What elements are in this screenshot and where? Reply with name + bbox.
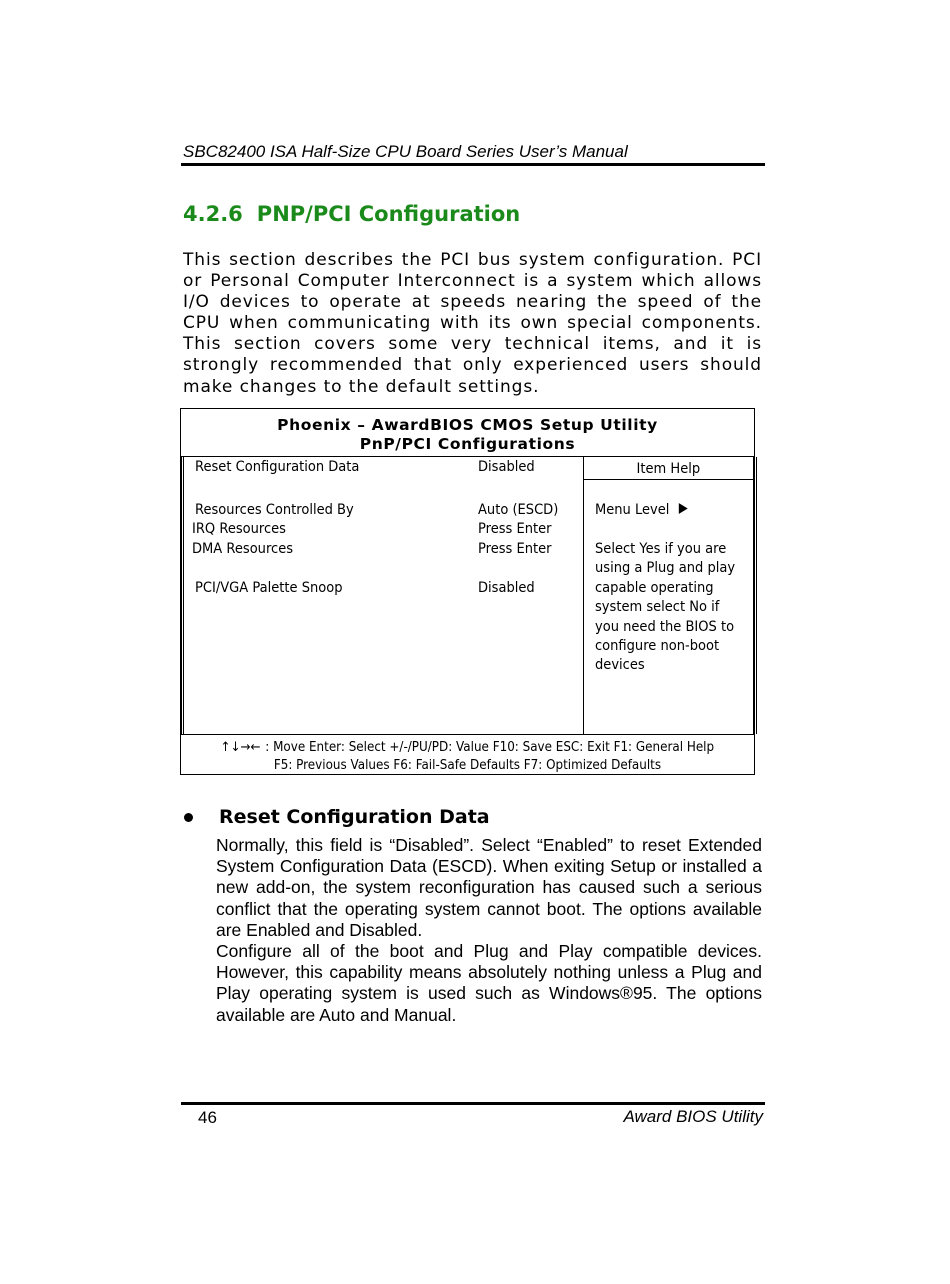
setting-value-resources-controlled-by[interactable]: Auto (ESCD): [478, 502, 559, 518]
body-paragraph: Configure all of the boot and Plug and Play compatible devices. However, this capability means absolutely nothing unless a Plug and Play operating system is used such as Windows®95. The options available are Auto and Manual.: [216, 941, 762, 1025]
item-help-header: [584, 457, 753, 480]
help-text-line: devices: [595, 657, 645, 673]
item-help-label: Item Help: [636, 461, 701, 477]
panel-border-right: [753, 457, 754, 734]
help-text-line: configure non-boot: [595, 638, 720, 654]
help-divider: [583, 457, 584, 734]
panel-border-left: [181, 457, 182, 734]
arrow-keys-icon: ↑↓→←: [220, 740, 261, 755]
setting-value-pci-vga-palette-snoop[interactable]: Disabled: [478, 580, 535, 596]
bios-key-legend-line2: F5: Previous Values F6: Fail-Safe Defaults F7: Optimized Defaults: [273, 758, 662, 773]
setting-value-reset-configuration-data[interactable]: Disabled: [478, 459, 535, 475]
bios-subtitle: PnP/PCI Configurations: [359, 435, 576, 453]
bullet-icon: [184, 813, 193, 822]
setting-value-dma-resources[interactable]: Press Enter: [478, 541, 552, 557]
footer-rule: [181, 1102, 765, 1105]
footer-title: Award BIOS Utility: [623, 1107, 763, 1126]
setting-label-irq-resources[interactable]: IRQ Resources: [192, 521, 286, 537]
setting-label-reset-configuration-data[interactable]: Reset Configuration Data: [195, 459, 360, 475]
setting-value-irq-resources[interactable]: Press Enter: [478, 521, 552, 537]
help-text-line: Select Yes if you are: [595, 541, 727, 557]
help-text-line: using a Plug and play: [595, 560, 736, 576]
help-text-line: system select No if: [595, 599, 720, 615]
section-heading: [183, 202, 520, 226]
bios-key-legend: [181, 740, 754, 755]
body-paragraph: Normally, this field is “Disabled”. Select “Enabled” to reset Extended System Configuration Data (ESCD). When exiting Setup or installed a new add-on, the system reconfiguration has caused such a serious conflict that the operating system cannot boot. The options available are Enabled and Disabled.: [216, 835, 762, 940]
bullet-title: Reset Configuration Data: [219, 806, 490, 828]
setting-label-resources-controlled-by[interactable]: Resources Controlled By: [195, 502, 354, 518]
page-number: 46: [198, 1108, 217, 1127]
help-text-line: you need the BIOS to: [595, 619, 735, 635]
header-rule: [181, 163, 765, 166]
menu-level-label: Menu Level: [595, 502, 670, 518]
setting-label-dma-resources[interactable]: DMA Resources: [192, 541, 294, 557]
intro-paragraph: This section describes the PCI bus system configuration. PCI or Personal Computer Interconnect is a system which allows I/O devices to operate at speeds nearing the speed of the CPU when communicating with its own special components. This section covers some very technical items, and it is strongly recommended that only experienced users should make changes to the default settings.: [183, 250, 762, 397]
panel-border-left-inner: [183, 457, 184, 734]
bios-setup-screen: [180, 408, 755, 775]
section-title: PNP/PCI Configuration: [256, 202, 521, 226]
section-number: 4.2.6: [183, 202, 243, 226]
bios-settings-panel: [181, 456, 754, 735]
panel-border-right-outer: [756, 457, 757, 734]
setting-label-pci-vga-palette-snoop[interactable]: PCI/VGA Palette Snoop: [195, 580, 343, 596]
running-header: SBC82400 ISA Half-Size CPU Board Series User’s Manual: [183, 142, 628, 161]
triangle-right-icon: [679, 502, 688, 518]
bios-title: Phoenix – AwardBIOS CMOS Setup Utility: [277, 416, 658, 434]
menu-level: [595, 502, 688, 518]
help-text-line: capable operating: [595, 580, 714, 596]
key-legend-line1: : Move Enter: Select +/-/PU/PD: Value F10: Save ESC: Exit F1: General Help: [265, 740, 715, 755]
